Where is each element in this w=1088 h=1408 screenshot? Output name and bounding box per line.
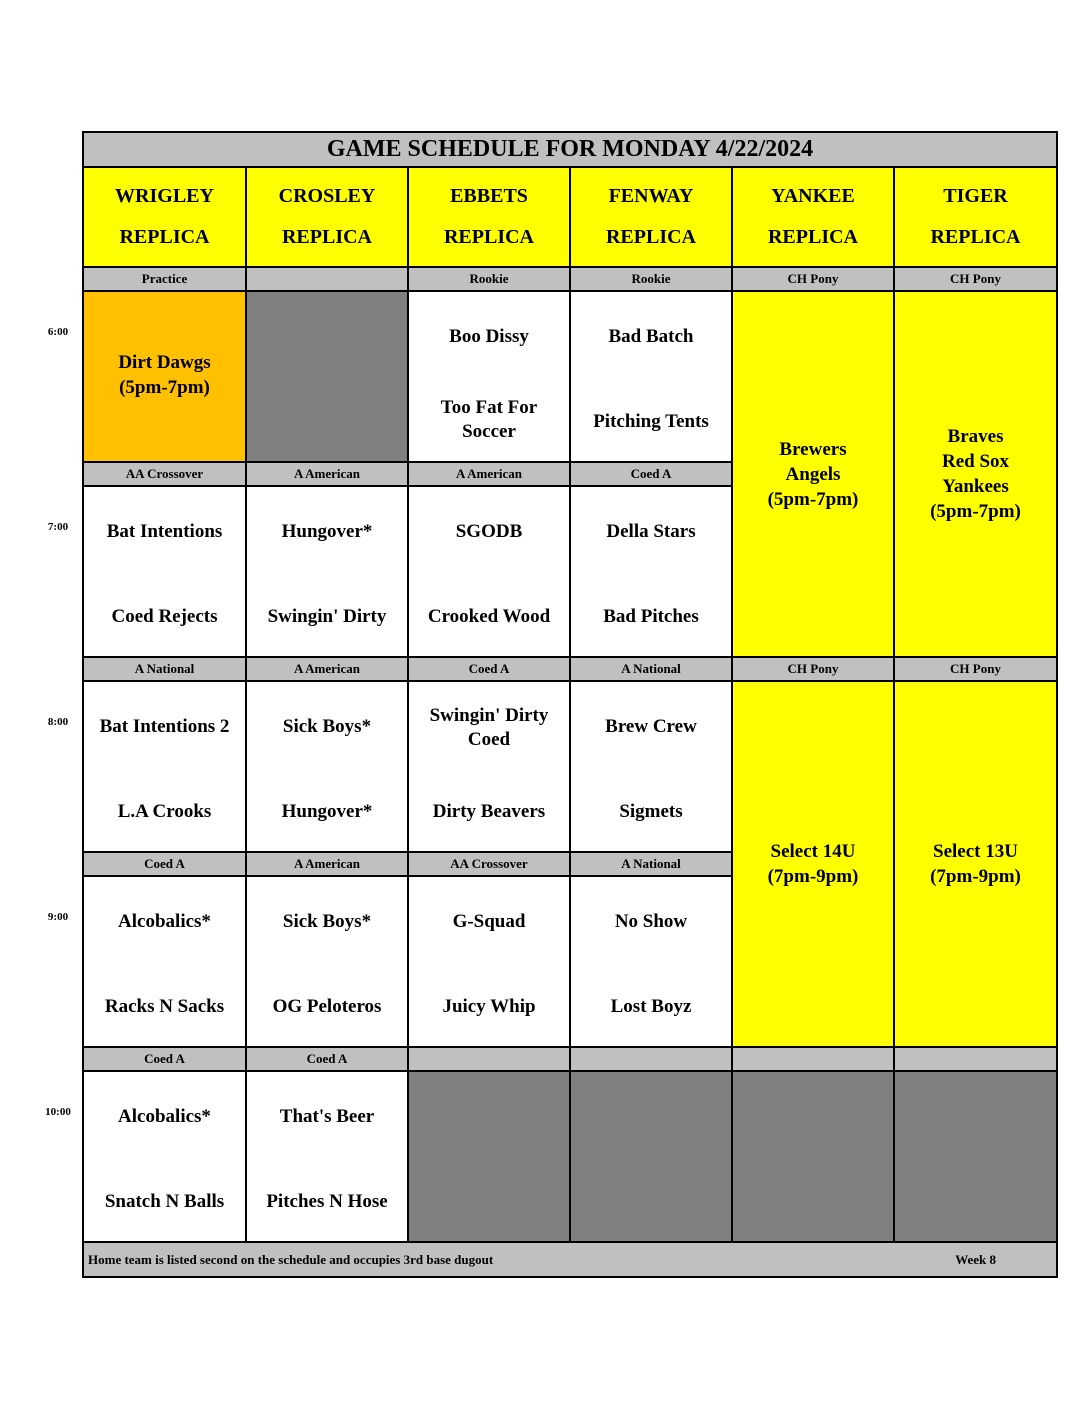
division-label-text: A American [293,466,361,481]
away-team: SGODB [455,521,523,542]
page-title [82,131,1058,168]
time-label: 7:00 [47,521,69,533]
division-label [245,266,409,292]
division-label [245,851,409,877]
home-team: L.A Crooks [117,801,212,822]
away-team: Alcobalics* [118,1106,211,1127]
time-label: 8:00 [47,716,69,728]
division-label-text: A American [455,466,523,481]
division-label [731,1046,895,1072]
block-line: (5pm-7pm) [767,488,859,510]
block-line: Dirt Dawgs [118,352,211,373]
division-label-text: A American [293,856,361,871]
field-header [82,166,247,268]
away-team: No Show [614,911,688,932]
division-label [731,656,895,682]
division-label-text: CH Pony [950,661,1001,676]
page-title-text: GAME SCHEDULE FOR MONDAY 4/22/2024 [326,136,814,162]
game-slot [245,680,409,853]
division-label [82,266,247,292]
division-label [407,1046,571,1072]
division-label-text: Coed A [144,856,185,871]
division-label-text: A National [621,856,681,871]
division-label-text: A National [134,661,195,676]
division-label [245,461,409,487]
empty-slot [407,1070,571,1243]
division-label [245,656,409,682]
footer-note: Home team is listed second on the schedule and occupies 3rd base dugout [88,1251,494,1267]
division-label-text: Coed A [468,661,510,676]
home-team: Sigmets [619,801,683,822]
home-team: Dirty Beavers [432,801,546,822]
away-team: Swingin' Dirty Coed [429,705,549,750]
away-team: Bad Batch [608,326,694,347]
division-label [245,1046,409,1072]
block-line: (7pm-9pm) [930,866,1021,887]
away-team: That's Beer [279,1106,375,1127]
game-slot [82,875,247,1048]
division-label [569,266,733,292]
away-team: Sick Boys* [282,911,372,932]
home-team: Swingin' Dirty [267,606,387,627]
division-label-text: Rookie [469,271,509,286]
block-line: (5pm-7pm) [930,501,1021,522]
time-label: 6:00 [47,326,69,338]
field-header [731,166,895,268]
time-label: 10:00 [45,1106,71,1118]
field-name: YANKEE [771,185,855,207]
game-slot [82,485,247,658]
division-label-text: A American [293,661,361,676]
home-team: Lost Boyz [610,996,692,1017]
field-type: REPLICA [443,226,534,248]
division-label [569,851,733,877]
block-line: Angels [785,463,841,485]
empty-slot [893,1070,1058,1243]
away-team: G-Squad [452,911,526,932]
game-slot [245,875,409,1048]
division-label [82,1046,247,1072]
division-label-text: AA Crossover [450,856,528,871]
division-label [407,851,571,877]
away-team: Boo Dissy [449,326,529,347]
block-line: Braves [947,426,1004,447]
game-slot-block [731,680,895,1048]
division-label [407,656,571,682]
field-name: WRIGLEY [115,185,214,207]
division-label [893,656,1058,682]
division-label [893,266,1058,292]
home-team: Hungover* [281,801,373,822]
empty-slot [569,1070,733,1243]
game-slot [407,290,571,463]
home-team: Coed Rejects [111,606,218,627]
division-label [569,656,733,682]
division-label [893,1046,1058,1072]
division-label-text: Rookie [631,271,671,286]
field-type: REPLICA [281,226,372,248]
game-slot-block [893,680,1058,1048]
game-slot [569,290,733,463]
time-label: 9:00 [47,911,69,923]
game-slot [245,485,409,658]
game-slot [569,485,733,658]
away-team: Bat Intentions 2 [99,716,230,737]
away-team: Bat Intentions [106,521,223,542]
field-header [245,166,409,268]
empty-slot [245,290,409,463]
game-slot [82,1070,247,1243]
game-slot-block [893,290,1058,658]
home-team: Pitching Tents [593,411,709,432]
block-line: Yankees [942,476,1009,497]
field-type: REPLICA [767,226,858,248]
division-label-text: AA Crossover [125,466,204,481]
home-team: Juicy Whip [442,996,536,1017]
division-label-text: Coed A [144,1051,185,1066]
footer-bar [82,1241,1058,1278]
field-type: REPLICA [605,226,696,248]
home-team: Snatch N Balls [104,1191,225,1212]
field-header [893,166,1058,268]
division-label-text: CH Pony [787,271,839,286]
division-label [82,461,247,487]
away-team: Hungover* [281,521,373,542]
field-name: CROSLEY [278,185,376,207]
game-slot [407,485,571,658]
field-type: REPLICA [119,226,210,248]
division-label [569,461,733,487]
week-label: Week 8 [955,1251,996,1267]
game-slot-block [731,290,895,658]
division-label-text: CH Pony [950,271,1001,286]
field-header [407,166,571,268]
block-line: Red Sox [941,451,1010,472]
division-label-text: Coed A [630,466,672,481]
home-team: OG Peloteros [272,996,382,1017]
division-label [407,461,571,487]
division-label-text: Practice [141,271,188,286]
away-team: Brew Crew [605,716,697,737]
home-team: Pitches N Hose [266,1191,388,1212]
game-slot [407,680,571,853]
field-name: FENWAY [608,185,694,207]
game-slot-block [82,290,247,463]
game-slot [245,1070,409,1243]
field-name: EBBETS [450,185,528,207]
block-line: Select 14U [770,841,856,862]
empty-slot [731,1070,895,1243]
block-line: Select 13U [933,841,1018,862]
field-name: TIGER [943,185,1008,207]
game-slot [407,875,571,1048]
division-label [407,266,571,292]
division-label [569,1046,733,1072]
home-team: Too Fat For Soccer [440,397,538,442]
division-label-text: Coed A [306,1051,348,1066]
field-header [569,166,733,268]
home-team: Racks N Sacks [104,996,225,1017]
game-slot [569,875,733,1048]
home-team: Bad Pitches [603,606,699,627]
game-slot [569,680,733,853]
block-line: (7pm-9pm) [767,866,859,887]
away-team: Sick Boys* [282,716,372,737]
field-type: REPLICA [930,226,1021,248]
game-slot [82,680,247,853]
home-team: Crooked Wood [427,606,551,627]
division-label [731,266,895,292]
division-label [82,851,247,877]
away-team: Della Stars [606,521,696,542]
block-line: Brewers [779,438,847,460]
block-line: (5pm-7pm) [119,377,210,398]
division-label [82,656,247,682]
division-label-text: A National [621,661,681,676]
division-label-text: CH Pony [787,661,839,676]
away-team: Alcobalics* [118,911,211,932]
